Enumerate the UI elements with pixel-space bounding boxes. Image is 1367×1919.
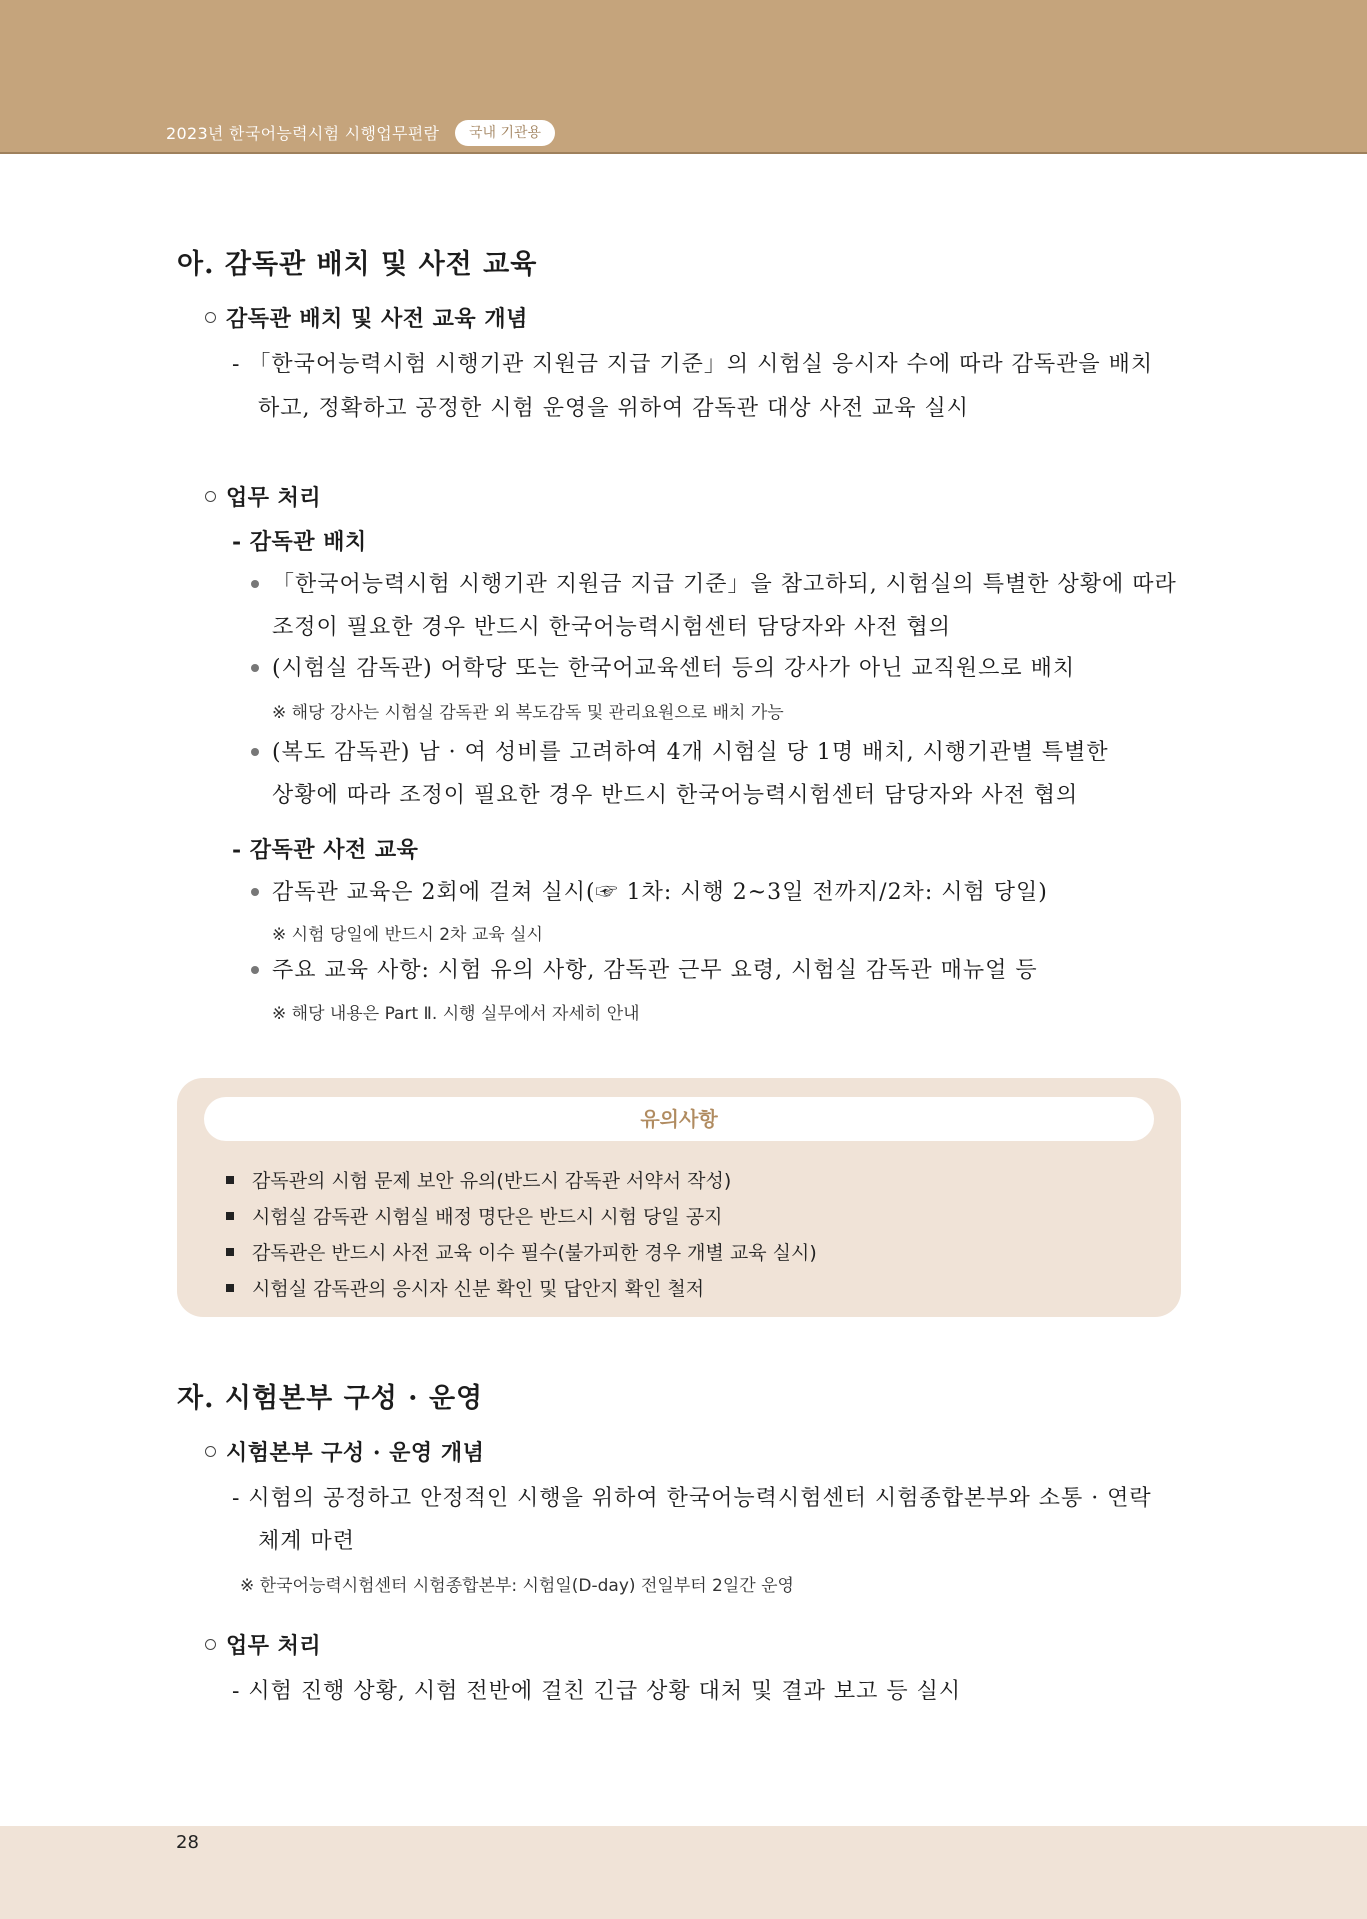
circle-bullet-icon bbox=[205, 491, 216, 502]
bullet-line: 상황에 따라 조정이 필요한 경우 반드시 한국어능력시험센터 담당자와 사전 협의 bbox=[272, 783, 1079, 808]
dot-bullet-icon bbox=[251, 888, 259, 896]
circle-bullet-icon bbox=[205, 312, 216, 323]
bullet-line: 감독관 교육은 2회에 걸쳐 실시(☞ 1차: 시행 2~3일 전까지/2차: 시험 당일) bbox=[272, 880, 1048, 905]
audience-badge: 국내 기관용 bbox=[455, 120, 555, 146]
square-bullet-icon bbox=[226, 1248, 234, 1256]
paragraph-line: - 「한국어능력시험 시행기관 지원금 지급 기준」의 시험실 응시자 수에 따라 감독관을 배치 bbox=[232, 352, 1154, 377]
note-line: ※ 해당 강사는 시험실 감독관 외 복도감독 및 관리요원으로 배치 가능 bbox=[272, 703, 784, 723]
notice-item: 감독관의 시험 문제 보안 유의(반드시 감독관 서약서 작성) bbox=[252, 1170, 732, 1192]
document-title: 2023년 한국어능력시험 시행업무편람 bbox=[166, 124, 440, 143]
footer-band bbox=[0, 1826, 1367, 1919]
section-heading-supervisor: 아. 감독관 배치 및 사전 교육 bbox=[177, 249, 538, 280]
notice-title: 유의사항 bbox=[640, 1107, 718, 1131]
subsection-title-text: 시험본부 구성 · 운영 개념 bbox=[226, 1440, 485, 1466]
square-bullet-icon bbox=[226, 1212, 234, 1220]
bullet-line: (시험실 감독관) 어학당 또는 한국어교육센터 등의 강사가 아닌 교직원으로 배치 bbox=[272, 656, 1076, 681]
note-line: ※ 시험 당일에 반드시 2차 교육 실시 bbox=[272, 925, 543, 945]
bullet-line: 주요 교육 사항: 시험 유의 사항, 감독관 근무 요령, 시험실 감독관 매뉴얼 등 bbox=[272, 958, 1038, 983]
notice-title-bar bbox=[204, 1097, 1154, 1141]
note-line: ※ 해당 내용은 Part Ⅱ. 시행 실무에서 자세히 안내 bbox=[272, 1004, 640, 1024]
dot-bullet-icon bbox=[251, 580, 259, 588]
paragraph-line: - 시험 진행 상황, 시험 전반에 걸친 긴급 상황 대처 및 결과 보고 등 실시 bbox=[232, 1679, 962, 1704]
notice-item: 감독관은 반드시 사전 교육 이수 필수(불가피한 경우 개별 교육 실시) bbox=[252, 1242, 817, 1264]
square-bullet-icon bbox=[226, 1284, 234, 1292]
dot-bullet-icon bbox=[251, 664, 259, 672]
paragraph-line: 하고, 정확하고 공정한 시험 운영을 위하여 감독관 대상 사전 교육 실시 bbox=[258, 396, 969, 421]
subsection-title-text: 감독관 배치 및 사전 교육 개념 bbox=[226, 306, 528, 332]
subsection-title-text: 업무 처리 bbox=[226, 485, 322, 511]
subsection-title-process bbox=[205, 481, 321, 512]
square-bullet-icon bbox=[226, 1176, 234, 1184]
note-line: ※ 한국어능력시험센터 시험종합본부: 시험일(D-day) 전일부터 2일간 운영 bbox=[240, 1576, 794, 1596]
item-title-training: - 감독관 사전 교육 bbox=[232, 837, 419, 863]
header-divider bbox=[0, 152, 1367, 154]
dot-bullet-icon bbox=[251, 748, 259, 756]
subsection-title-concept bbox=[205, 1436, 484, 1467]
subsection-title-text: 업무 처리 bbox=[226, 1633, 322, 1659]
item-title-placement: - 감독관 배치 bbox=[232, 529, 367, 555]
bullet-line: 조정이 필요한 경우 반드시 한국어능력시험센터 담당자와 사전 협의 bbox=[272, 615, 952, 640]
paragraph-line: - 시험의 공정하고 안정적인 시행을 위하여 한국어능력시험센터 시험종합본부와 소통 · 연락 bbox=[232, 1486, 1152, 1511]
subsection-title-concept bbox=[205, 302, 528, 333]
page-number: 28 bbox=[176, 1832, 199, 1853]
dot-bullet-icon bbox=[251, 966, 259, 974]
notice-item: 시험실 감독관의 응시자 신분 확인 및 답안지 확인 철저 bbox=[252, 1278, 705, 1300]
circle-bullet-icon bbox=[205, 1446, 216, 1457]
circle-bullet-icon bbox=[205, 1639, 216, 1650]
bullet-line: 「한국어능력시험 시행기관 지원금 지급 기준」을 참고하되, 시험실의 특별한 상황에 따라 bbox=[272, 572, 1177, 597]
section-heading-headquarters: 자. 시험본부 구성 · 운영 bbox=[177, 1383, 484, 1414]
bullet-line: (복도 감독관) 남 · 여 성비를 고려하여 4개 시험실 당 1명 배치, 시행기관별 특별한 bbox=[272, 740, 1109, 765]
notice-item: 시험실 감독관 시험실 배정 명단은 반드시 시험 당일 공지 bbox=[252, 1206, 723, 1228]
subsection-title-process bbox=[205, 1629, 321, 1660]
paragraph-line: 체계 마련 bbox=[258, 1529, 356, 1554]
